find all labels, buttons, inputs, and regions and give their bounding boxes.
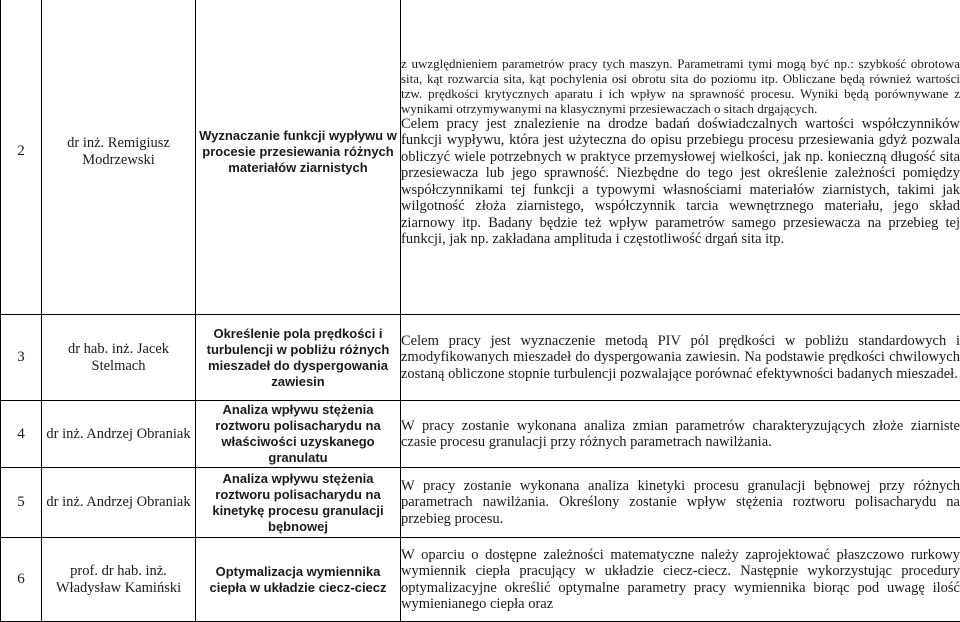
table-row [1,0,960,315]
row-number: 4 [1,401,42,468]
thesis-description [401,468,960,538]
thesis-description [401,401,960,468]
supervisor-name: dr inż. Remigiusz Modrzewski [42,0,196,315]
table-row [1,468,960,538]
row-number: 6 [1,538,42,622]
table-row [1,315,960,401]
description-paragraph: z uwzględnieniem parametrów pracy tych maszyn. Parametrami tymi mogą być np.: szybkość obrotowa sita, kąt rozwarcia sita, kąt pochylenia osi obrotu sita do poziomu itp. Obliczane będą również wartości tzw. prędkości krytycznych aparatu i ich wpływ na sprawność procesu. Wyniki będą porównywane z wynikami otrzymywanymi na klasycznymi przesiewaczach o sitach drgających. [401,56,960,116]
thesis-description [401,0,960,315]
description-paragraph: W pracy zostanie wykonana analiza zmian parametrów charakteryzujących złoże ziarniste czasie procesu granulacji przy różnych parametrach nawilżania. [401,418,960,451]
description-paragraph: Celem pracy jest znalezienie na drodze badań doświadczalnych wartości współczynników funkcji wypływu, która jest użyteczna do opisu przebiegu procesu przesiewania gdyż pozwala obliczyć wiele potrzebnych w praktyce przemysłowej wielkości, jak np. konieczną długość sita przesiewacza lub jego sprawność. Niezbędne do tego jest określenie zależności pomiędzy współczynnikami tej funkcji a typowymi własnościami materiałów ziarnistych, takimi jak wilgotność złoża ziarnistego, współczynnik tarcia wewnętrznego materiału, jego skład ziarnowy itp. Badany będzie też wpływ parametrów samego przesiewacza na przebieg tej funkcji, jak np. zakładana amplituda i częstotliwość drgań sita itp. [401,116,960,248]
table-row [1,538,960,622]
row-number: 5 [1,468,42,538]
table-row [1,401,960,468]
row-number: 2 [1,0,42,315]
thesis-title: Optymalizacja wymiennika ciepła w układzie ciecz-ciecz [196,538,401,622]
description-paragraph: Celem pracy jest wyznaczenie metodą PIV pól prędkości w pobliżu standardowych i zmodyfikowanych mieszadeł do dyspergowania zawiesin. Na podstawie prędkości chwilowych zostaną obliczone stopnie turbulencji pozwalające porównać efektywności badanych mieszadeł. [401,333,960,383]
supervisor-name: prof. dr hab. inż. Władysław Kamiński [42,538,196,622]
thesis-description [401,315,960,401]
thesis-title: Określenie pola prędkości i turbulencji w pobliżu różnych mieszadeł do dyspergowania zawiesin [196,315,401,401]
supervisor-name: dr inż. Andrzej Obraniak [42,401,196,468]
thesis-title: Analiza wpływu stężenia roztworu polisacharydu na kinetykę procesu granulacji bębnowej [196,468,401,538]
description-paragraph: W oparciu o dostępne zależności matematyczne należy zaprojektować płaszczowo rurkowy wymiennik ciepła pracujący w układzie ciecz-ciecz. Następnie wykorzystując procedury optymalizacyjne określić optymalne parametry pracy wymiennika biorąc pod uwagę ilość wymienianego ciepła oraz [401,547,960,613]
supervisor-name: dr hab. inż. Jacek Stelmach [42,315,196,401]
thesis-title: Wyznaczanie funkcji wypływu w procesie przesiewania różnych materiałów ziarnistych [196,0,401,315]
thesis-description [401,538,960,622]
row-number: 3 [1,315,42,401]
description-paragraph: W pracy zostanie wykonana analiza kinetyki procesu granulacji bębnowej przy różnych parametrach nawilżania. Określony zostanie wpływ stężenia roztworu polisacharydu na przebieg procesu. [401,478,960,528]
supervisor-name: dr inż. Andrzej Obraniak [42,468,196,538]
thesis-title: Analiza wpływu stężenia roztworu polisacharydu na właściwości uzyskanego granulatu [196,401,401,468]
